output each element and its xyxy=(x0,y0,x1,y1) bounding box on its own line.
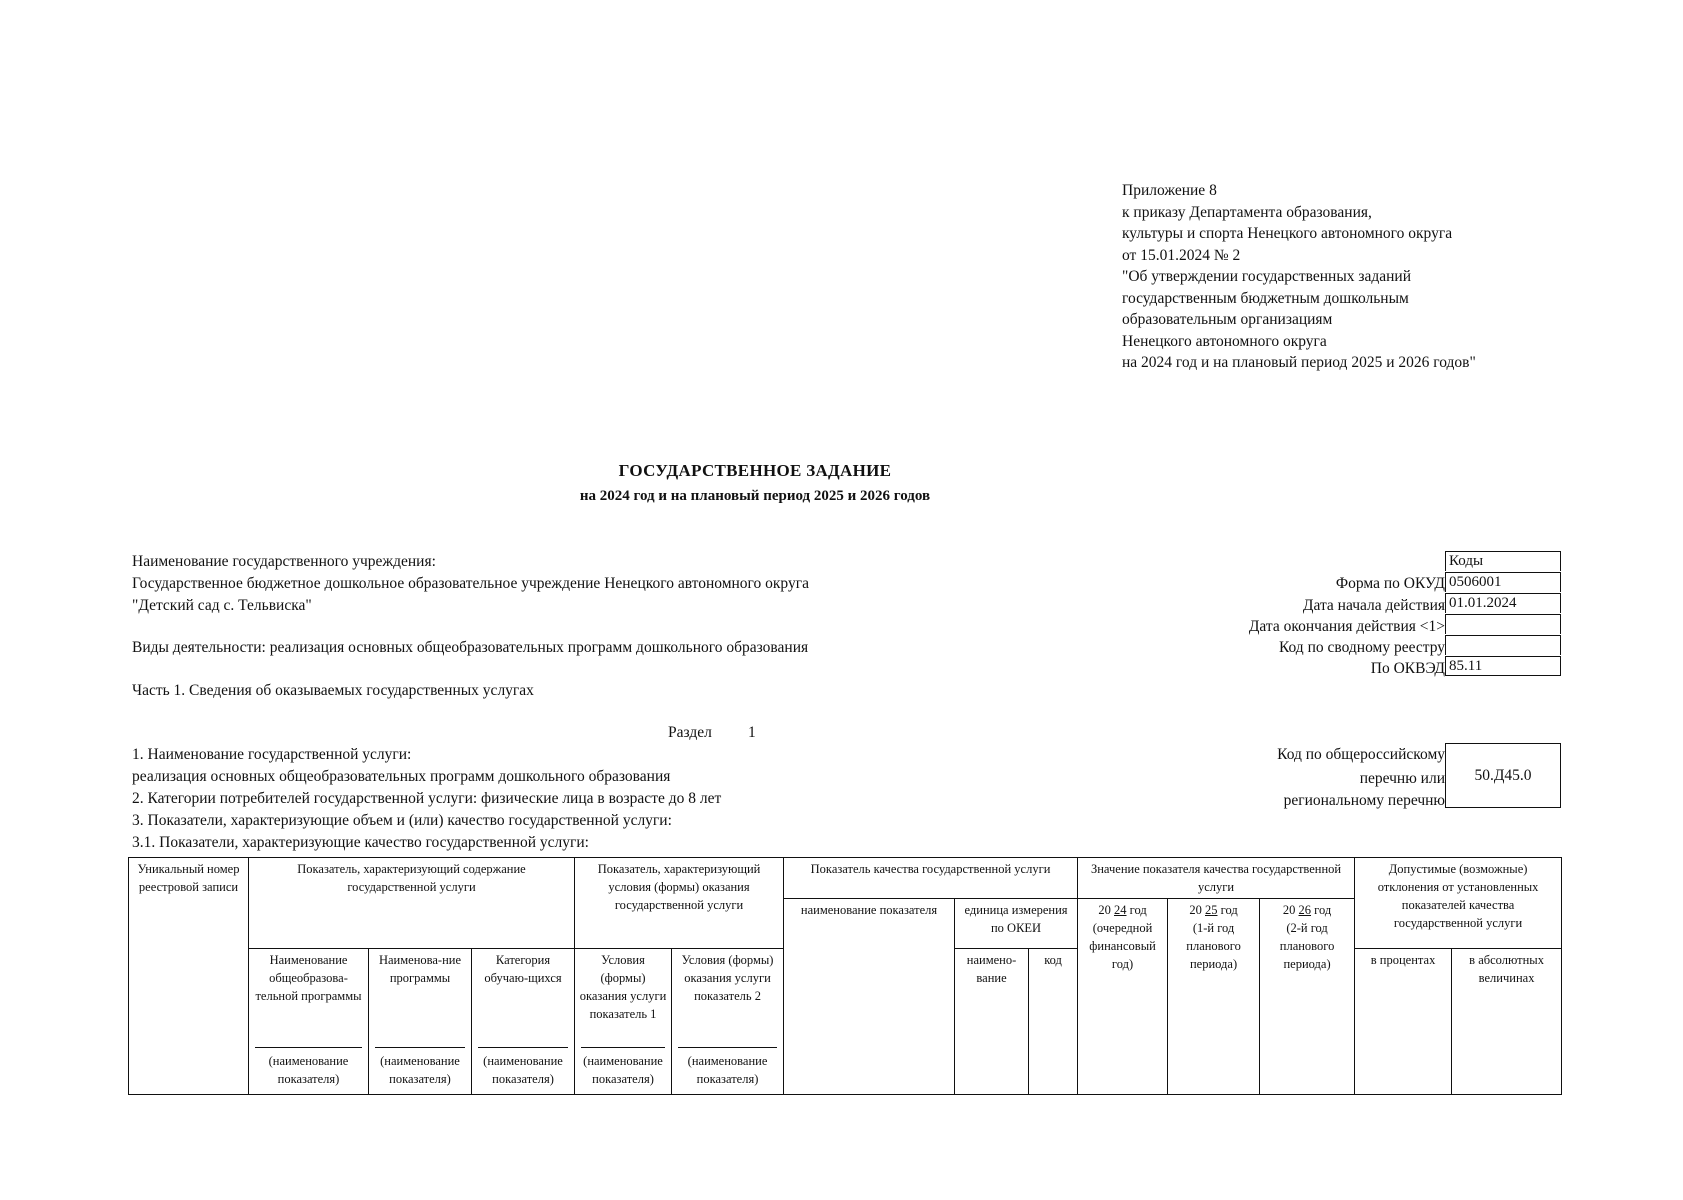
appendix-line: Приложение 8 xyxy=(1122,182,1217,199)
year-prefix: 20 xyxy=(1189,903,1202,917)
program-label: Наименова-ние программы xyxy=(378,953,462,985)
th-year-2 xyxy=(1168,899,1260,1095)
quality-indicators-heading: 3.1. Показатели, характеризующие качество государственной услуги: xyxy=(132,834,589,851)
th-deviation-group: Допустимые (возможные) отклонения от установленных показателей качества государственной услуги xyxy=(1355,858,1562,949)
section-number: 1 xyxy=(748,724,756,741)
part-heading: Часть 1. Сведения об оказываемых государственных услугах xyxy=(132,682,534,699)
registry-code-label-1: Код по общероссийскому xyxy=(1277,746,1445,763)
end-date-value xyxy=(1445,614,1561,634)
document-subtitle: на 2024 год и на плановый период 2025 и 2026 годов xyxy=(579,488,931,504)
year-1-value: 24 xyxy=(1114,903,1127,917)
section-label: Раздел xyxy=(668,724,712,741)
institution-name-line2: "Детский сад с. Тельвиска" xyxy=(132,597,312,614)
registry-label: Код по сводному реестру xyxy=(1278,639,1445,656)
okved-value: 85.11 xyxy=(1445,656,1561,676)
indicator-name-note: (наименование показателя) xyxy=(583,1054,663,1086)
year-3-value: 26 xyxy=(1298,903,1312,917)
indicator-name-note: (наименование показателя) xyxy=(268,1054,349,1086)
year-2-note: (1-й год планового периода) xyxy=(1186,921,1241,971)
th-deviation-percent: в процентах xyxy=(1355,949,1452,1095)
th-indicator-name: наименование показателя xyxy=(784,899,955,1095)
th-content-group: Показатель, характеризующий содержание государственной услуги xyxy=(249,858,575,949)
th-conditions-group: Показатель, характеризующий условия (формы) оказания государственной услуги xyxy=(575,858,784,949)
th-unit-name: наимено-вание xyxy=(955,949,1029,1095)
registry-code-label-3: региональному перечню xyxy=(1283,792,1445,809)
appendix-line: "Об утверждении государственных заданий xyxy=(1122,268,1412,285)
indicator-name-note: (наименование показателя) xyxy=(380,1054,460,1086)
th-year-1 xyxy=(1078,899,1168,1095)
year-3-note: (2-й год планового периода) xyxy=(1279,921,1335,971)
okud-label: Форма по ОКУД xyxy=(1335,575,1445,592)
year-suffix: год xyxy=(1129,903,1147,917)
end-date-label: Дата окончания действия <1> xyxy=(1248,618,1445,635)
consumer-categories: 2. Категории потребителей государственной услуги: физические лица в возрасте до 8 лет xyxy=(132,790,722,807)
th-unique-number: Уникальный номер реестровой записи xyxy=(129,858,249,1095)
appendix-line: государственным бюджетным дошкольным xyxy=(1122,289,1409,307)
th-program-name xyxy=(249,949,369,1095)
appendix-line: образовательным организациям xyxy=(1122,311,1333,328)
year-2-value: 25 xyxy=(1205,903,1218,917)
th-deviation-absolute: в абсолютных величинах xyxy=(1452,949,1562,1095)
indicator-name-note: (наименование показателя) xyxy=(687,1054,768,1086)
registry-code-label-2: перечню или xyxy=(1359,770,1445,787)
institution-label: Наименование государственного учреждения: xyxy=(132,553,436,570)
service-name-label: 1. Наименование государственной услуги: xyxy=(132,746,412,763)
appendix-line: к приказу Департамента образования, xyxy=(1122,203,1372,221)
th-year-3 xyxy=(1260,899,1355,1095)
th-condition-2 xyxy=(672,949,784,1095)
year-prefix: 20 xyxy=(1098,903,1111,917)
appendix-line: Ненецкого автономного округа xyxy=(1122,332,1327,350)
quality-indicators-table xyxy=(128,857,1562,1095)
appendix-line: на 2024 год и на плановый период 2025 и 2026 годов" xyxy=(1122,354,1476,371)
start-date-value: 01.01.2024 xyxy=(1445,593,1561,613)
institution-name-line1: Государственное бюджетное дошкольное образовательное учреждение Ненецкого автономного округа xyxy=(132,575,809,592)
indicator-name-note: (наименование показателя) xyxy=(483,1054,563,1086)
year-prefix: 20 xyxy=(1282,903,1296,917)
th-value-group: Значение показателя качества государственной услуги xyxy=(1078,858,1355,899)
appendix-line: от 15.01.2024 № 2 xyxy=(1122,246,1241,264)
th-unit: единица измерения по ОКЕИ xyxy=(955,899,1078,949)
th-unit-code: код xyxy=(1029,949,1078,1095)
start-date-label: Дата начала действия xyxy=(1302,597,1445,614)
service-name-value: реализация основных общеобразовательных программ дошкольного образования xyxy=(132,768,671,785)
codes-header: Коды xyxy=(1445,551,1561,571)
th-category xyxy=(472,949,575,1095)
th-program xyxy=(369,949,472,1095)
okved-label: По ОКВЭД xyxy=(1370,660,1445,677)
document-title: ГОСУДАРСТВЕННОЕ ЗАДАНИЕ xyxy=(618,461,892,480)
year-1-note: (очередной финансовый год) xyxy=(1089,921,1156,971)
appendix-line: культуры и спорта Ненецкого автономного округа xyxy=(1122,225,1453,242)
category-label: Категория обучаю-щихся xyxy=(484,953,562,985)
service-registry-code: 50.Д45.0 xyxy=(1445,743,1561,808)
okud-value: 0506001 xyxy=(1445,572,1561,592)
appendix-block xyxy=(1122,180,1476,374)
registry-value xyxy=(1445,635,1561,655)
activity-types: Виды деятельности: реализация основных общеобразовательных программ дошкольного образования xyxy=(132,639,809,656)
year-suffix: год xyxy=(1314,903,1332,917)
year-suffix: год xyxy=(1220,903,1238,917)
condition-2-label: Условия (формы) оказания услуги показатель 2 xyxy=(681,953,774,1003)
program-name-label: Наименование общеобразова-тельной программы xyxy=(255,953,362,1003)
th-quality-group: Показатель качества государственной услуги xyxy=(784,858,1078,899)
indicators-heading: 3. Показатели, характеризующие объем и (или) качество государственной услуги: xyxy=(132,812,672,829)
condition-1-label: Условия (формы) оказания услуги показатель 1 xyxy=(579,953,667,1021)
th-condition-1 xyxy=(575,949,672,1095)
